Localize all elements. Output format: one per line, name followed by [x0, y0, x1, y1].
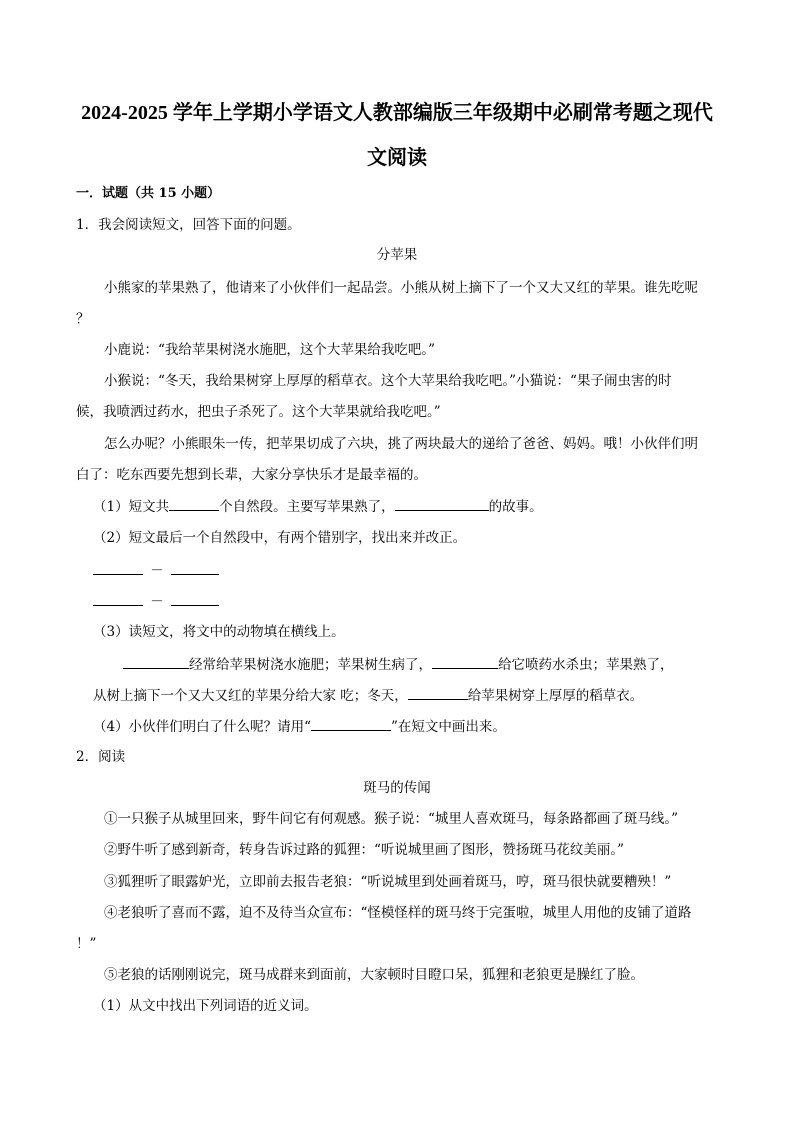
q1-paragraph-4-cont: 白了：吃东西要先想到长辈，大家分享快乐才是最幸福的。: [76, 467, 427, 483]
section-heading: 一．试题（共 15 小题）: [76, 186, 221, 201]
q1-s4-text-b: ”在短文中画出来。: [391, 719, 506, 735]
document-title-line-1: 2024-2025 学年上学期小学语文人教部编版三年级期中必刷常考题之现代: [81, 102, 713, 124]
q1-paragraph-1-cont: ？: [76, 311, 90, 327]
q2-intro: 2．阅读: [76, 749, 126, 765]
q1-s3-text-d: 给苹果树穿上厚厚的稻草衣。: [467, 688, 644, 704]
q1-s2-answer-row-1: [93, 560, 219, 581]
q1-s3-blank-2[interactable]: [432, 654, 498, 669]
q1-subquestion-2: （2）短文最后一个自然段中，有两个错别字，找出来并改正。: [93, 530, 467, 546]
q1-intro: 1．我会阅读短文，回答下面的问题。: [76, 217, 301, 233]
q1-subquestion-3: （3）读短文，将文中的动物填在横线上。: [93, 624, 345, 640]
q1-s3-text-c: 从树上摘下一个又大又红的苹果分给大家 吃；冬天，: [93, 688, 408, 704]
q1-s1-text-c: 的故事。: [488, 499, 543, 515]
q1-s3-line-1: [123, 654, 674, 675]
q1-s2-correct-char-1[interactable]: [171, 560, 219, 575]
q2-paragraph-5: ⑤老狼的话刚刚说完，斑马成群来到面前，大家顿时目瞪口呆，狐狸和老狼更是臊红了脸。: [104, 967, 644, 983]
q1-s3-blank-1[interactable]: [123, 654, 189, 669]
q1-s3-blank-3[interactable]: [408, 685, 468, 700]
q1-s3-text-a: 经常给苹果树浇水施肥；苹果树生病了，: [189, 657, 432, 673]
q1-s2-wrong-char-1[interactable]: [93, 560, 143, 575]
q2-paragraph-4-cont: ！”: [76, 936, 97, 952]
q1-paragraph-3: 小猴说：“冬天，我给果树穿上厚厚的稻草衣。这个大苹果给我吃吧。”小猫说：“果子闹虫害的时: [104, 373, 672, 389]
q1-subquestion-1: [93, 496, 543, 517]
q1-paragraph-2: 小鹿说：“我给苹果树浇水施肥，这个大苹果给我吃吧。”: [104, 342, 436, 358]
q2-paragraph-2: ②野牛听了感到新奇，转身告诉过路的狐狸：“听说城里画了图形，赞扬斑马花纹美丽。”: [104, 842, 625, 858]
q2-paragraph-3: ③狐狸听了眼露妒光，立即前去报告老狼：“听说城里到处画着斑马，哼，斑马很快就要糟殃！”: [104, 874, 672, 890]
q2-subquestion-1: （1）从文中找出下列词语的近义词。: [93, 998, 318, 1014]
q2-story-title: 斑马的传闻: [363, 780, 431, 796]
q1-s1-blank-count[interactable]: [169, 496, 219, 511]
q1-s4-text-a: （4）小伙伴们明白了什么呢？请用“: [93, 719, 311, 735]
q1-s2-wrong-char-2[interactable]: [93, 591, 143, 606]
q1-s2-separator-1: －: [150, 563, 164, 579]
q1-s1-blank-story[interactable]: [395, 496, 489, 511]
q1-s1-text-b: 个自然段。主要写苹果熟了，: [219, 499, 395, 515]
q1-s4-blank[interactable]: [311, 716, 391, 731]
document-title-line-2: 文阅读: [367, 147, 427, 169]
q1-s2-answer-row-2: [93, 591, 219, 612]
q1-s2-separator-2: －: [150, 594, 164, 610]
q1-s1-text-a: （1）短文共: [93, 499, 170, 515]
q1-paragraph-3-cont: 候，我喷洒过药水，把虫子杀死了。这个大苹果就给我吃吧。”: [76, 404, 441, 420]
q1-paragraph-1: 小熊家的苹果熟了，他请来了小伙伴们一起品尝。小熊从树上摘下了一个又大又红的苹果。谁先吃呢: [104, 280, 698, 296]
q1-s3-line-2: [93, 685, 643, 706]
q1-story-title: 分苹果: [376, 247, 418, 263]
q1-subquestion-4: [93, 716, 506, 737]
q1-s3-text-b: 给它喷药水杀虫；苹果熟了，: [498, 657, 674, 673]
q1-paragraph-4: 怎么办呢？小熊眼朱一传，把苹果切成了六块，挑了两块最大的递给了爸爸、妈妈。哦！小伙伴们明: [104, 436, 698, 452]
q1-s2-correct-char-2[interactable]: [171, 591, 219, 606]
q2-paragraph-1: ①一只猴子从城里回来，野牛问它有何观感。猴子说：“城里人喜欢斑马，每条路都画了斑马线。”: [104, 811, 679, 827]
q2-paragraph-4: ④老狼听了喜而不露，迫不及待当众宣布：“怪模怪样的斑马终于完蛋啦，城里人用他的皮铺了道路: [104, 905, 692, 921]
